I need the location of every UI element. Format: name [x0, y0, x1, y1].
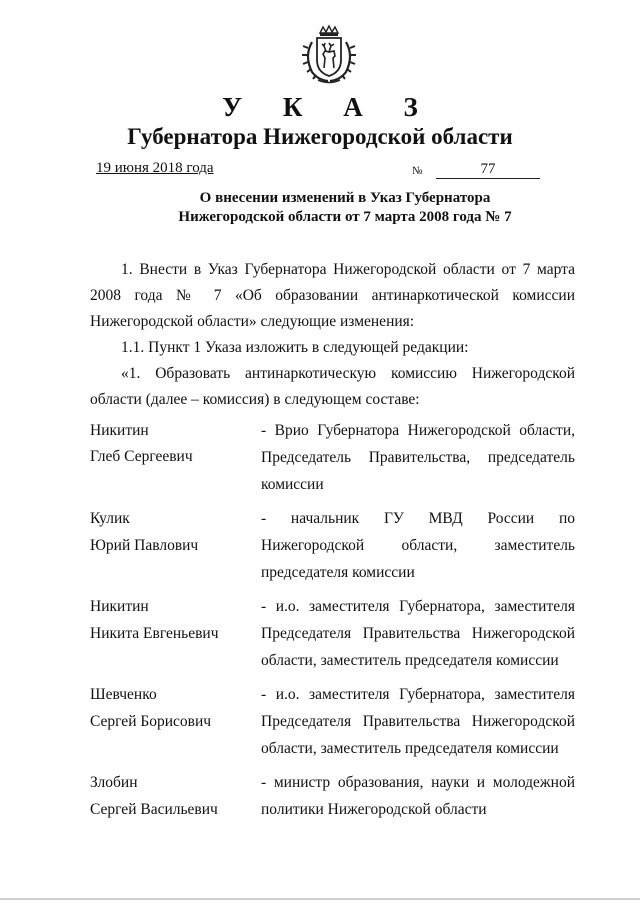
member-given-name: Сергей Борисович	[90, 713, 212, 730]
member-surname: Шевченко	[90, 686, 157, 703]
decree-number: 77	[436, 160, 540, 179]
member-surname: Никитин	[90, 598, 149, 615]
member-given-name: Юрий Павлович	[90, 537, 199, 554]
number-sign: №	[412, 165, 423, 177]
member-surname: Никитин	[90, 422, 149, 439]
paragraph-line: Нижегородской области» следующие изменения:	[90, 313, 415, 330]
paragraph-line: области (далее – комиссия) в следующем составе:	[90, 391, 420, 408]
paragraph-line: 1. Внести в Указ Губернатора Нижегородской области от 7 марта	[121, 261, 575, 278]
paragraph-line: «1. Образовать антинаркотическую комиссию Нижегородской	[121, 365, 575, 382]
role-line: Председателя Правительства Нижегородской	[261, 625, 575, 642]
role-line: Председатель Правительства, председатель	[261, 449, 575, 466]
page-bottom-edge	[0, 898, 640, 900]
role-line: комиссии	[261, 476, 324, 493]
member-role	[261, 505, 575, 586]
paragraph-line: 1.1. Пункт 1 Указа изложить в следующей редакции:	[121, 339, 469, 356]
member-role	[261, 593, 575, 674]
coat-of-arms-icon	[298, 24, 360, 86]
member-role	[261, 417, 575, 498]
issuer-title: Губернатора Нижегородской области	[127, 124, 513, 149]
role-line: политики Нижегородской области	[261, 801, 487, 818]
role-line: - министр образования, науки и молодежной	[261, 774, 575, 791]
role-line: - и.о. заместителя Губернатора, заместителя	[261, 686, 575, 703]
role-line: - начальник ГУ МВД России по	[261, 510, 575, 527]
decree-subject	[60, 189, 630, 227]
decree-date: 19 июня 2018 года	[96, 160, 214, 176]
role-line: области, заместитель председателя комиссии	[261, 740, 559, 757]
member-given-name: Глеб Сергеевич	[90, 448, 193, 465]
role-line: области, заместитель председателя комиссии	[261, 652, 559, 669]
member-surname: Злобин	[90, 774, 138, 791]
paragraph-line: 2008 года № 7 «Об образовании антинаркотической комиссии	[90, 287, 575, 304]
subject-line: Нижегородской области от 7 марта 2008 года № 7	[178, 209, 512, 225]
member-role	[261, 769, 575, 823]
subject-line: О внесении изменений в Указ Губернатора	[199, 190, 491, 206]
document-type-title: У К А З	[222, 92, 435, 122]
member-surname: Кулик	[90, 510, 130, 527]
role-line: Председателя Правительства Нижегородской	[261, 713, 575, 730]
role-line: председателя комиссии	[261, 564, 415, 581]
member-role	[261, 681, 575, 762]
role-line: - Врио Губернатора Нижегородской области,	[261, 422, 575, 439]
member-given-name: Никита Евгеньевич	[90, 625, 219, 642]
role-line: Нижегородской области, заместитель	[261, 537, 575, 554]
role-line: - и.о. заместителя Губернатора, заместителя	[261, 598, 575, 615]
member-given-name: Сергей Васильевич	[90, 801, 218, 818]
